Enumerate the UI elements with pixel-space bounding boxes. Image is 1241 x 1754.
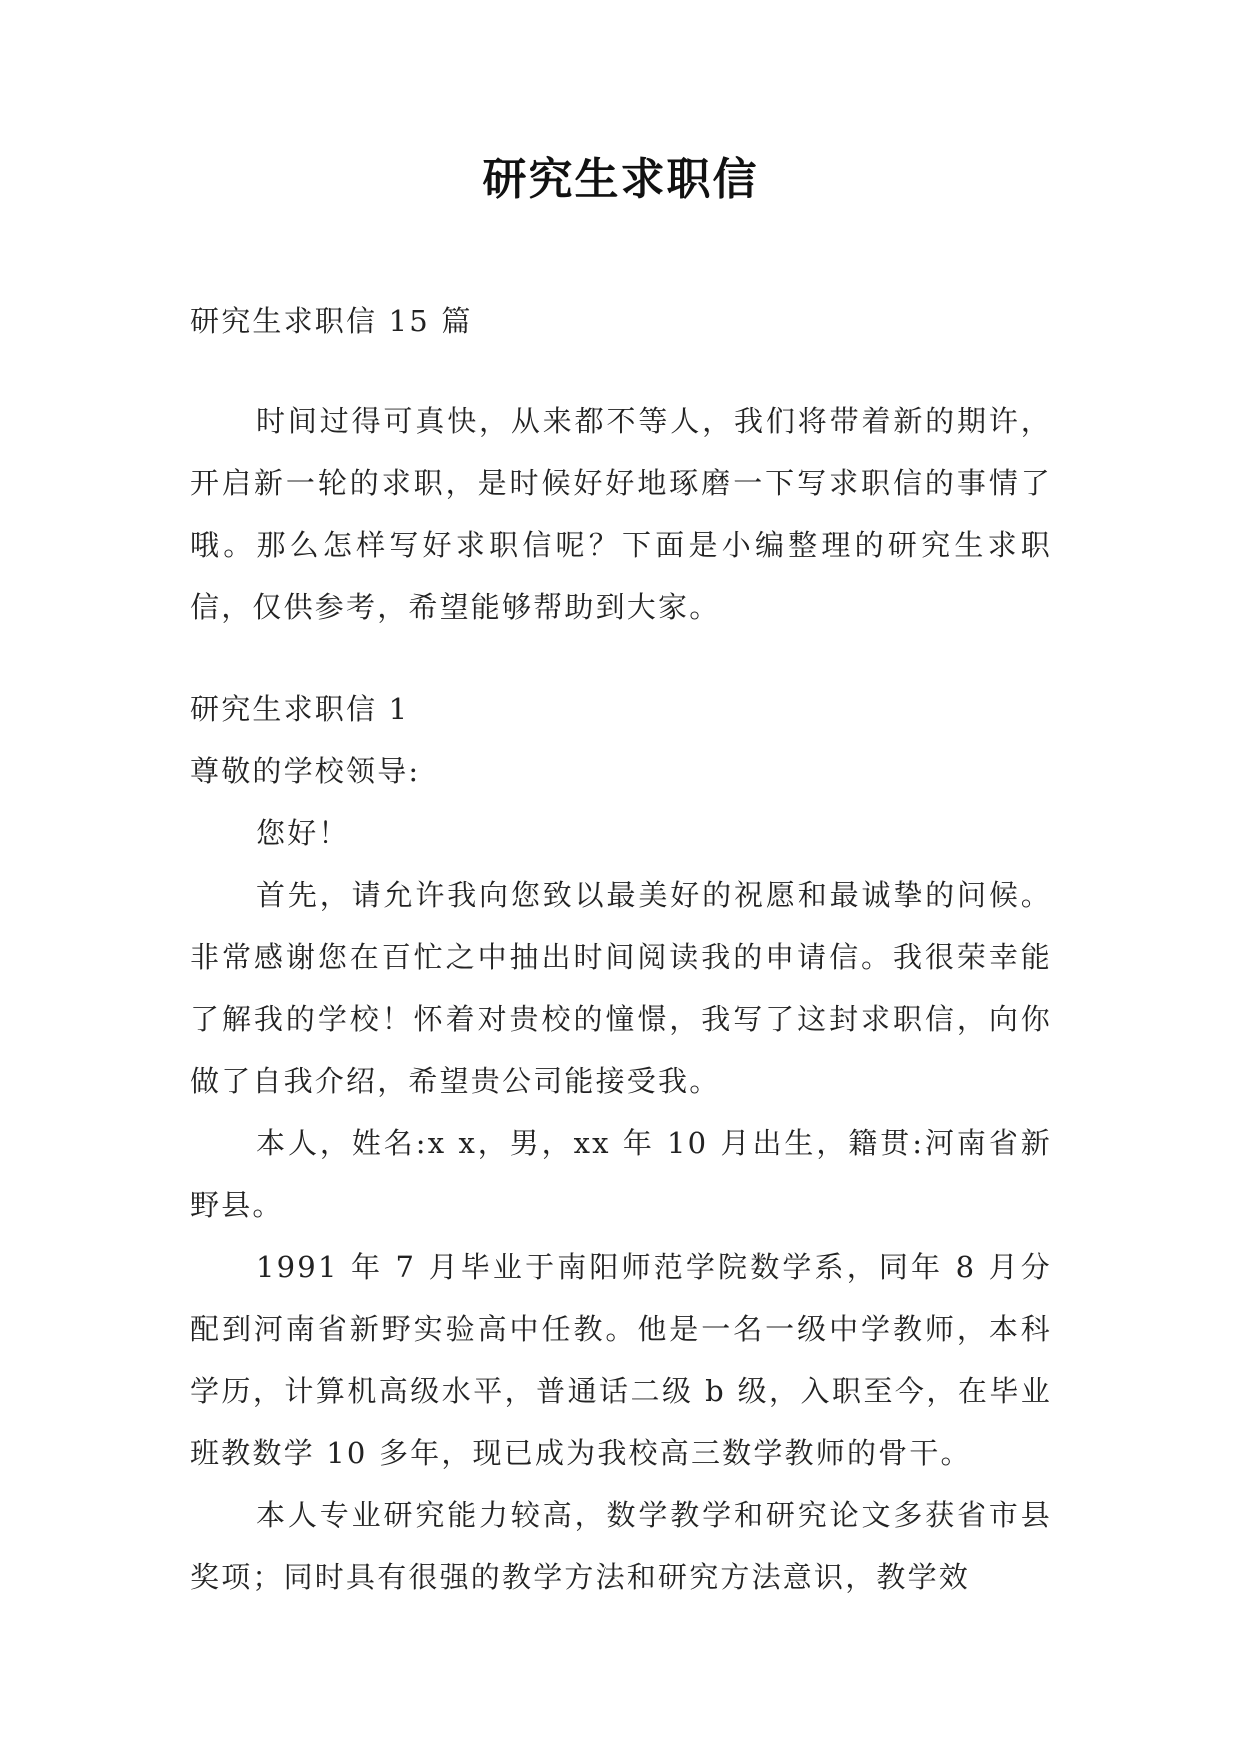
document-subtitle: 研究生求职信 15 篇: [190, 304, 473, 338]
body-paragraph: 首先，请允许我向您致以最美好的祝愿和最诚挚的问候。非常感谢您在百忙之中抽出时间阅读我的申请信。我很荣幸能了解我的学校！怀着对贵校的憧憬，我写了这封求职信，向你做了自我介绍，希望贵公司能接受我。: [190, 878, 1052, 1098]
body-paragraph: 本人专业研究能力较高，数学教学和研究论文多获省市县奖项；同时具有很强的教学方法和研究方法意识，教学效: [190, 1498, 1052, 1594]
body-paragraph: 本人，姓名:x x，男，xx 年 10 月出生，籍贯:河南省新野县。: [190, 1126, 1052, 1222]
greeting: 您好！: [256, 816, 350, 850]
body-paragraph: 1991 年 7 月毕业于南阳师范学院数学系，同年 8 月分配到河南省新野实验高中任教。他是一名一级中学教师，本科学历，计算机高级水平，普通话二级 b 级，入职至今，在毕业班教数学 10 多年，现已成为我校高三数学教师的骨干。: [190, 1250, 1052, 1470]
section-heading: 研究生求职信 1: [190, 692, 410, 726]
document-body: [190, 290, 1052, 1608]
intro-paragraph: 时间过得可真快，从来都不等人，我们将带着新的期许，开启新一轮的求职，是时候好好地琢磨一下写求职信的事情了哦。那么怎样写好求职信呢？下面是小编整理的研究生求职信，仅供参考，希望能够帮助到大家。: [190, 404, 1052, 624]
document-title: 研究生求职信: [482, 154, 759, 205]
salutation: 尊敬的学校领导:: [190, 754, 421, 788]
